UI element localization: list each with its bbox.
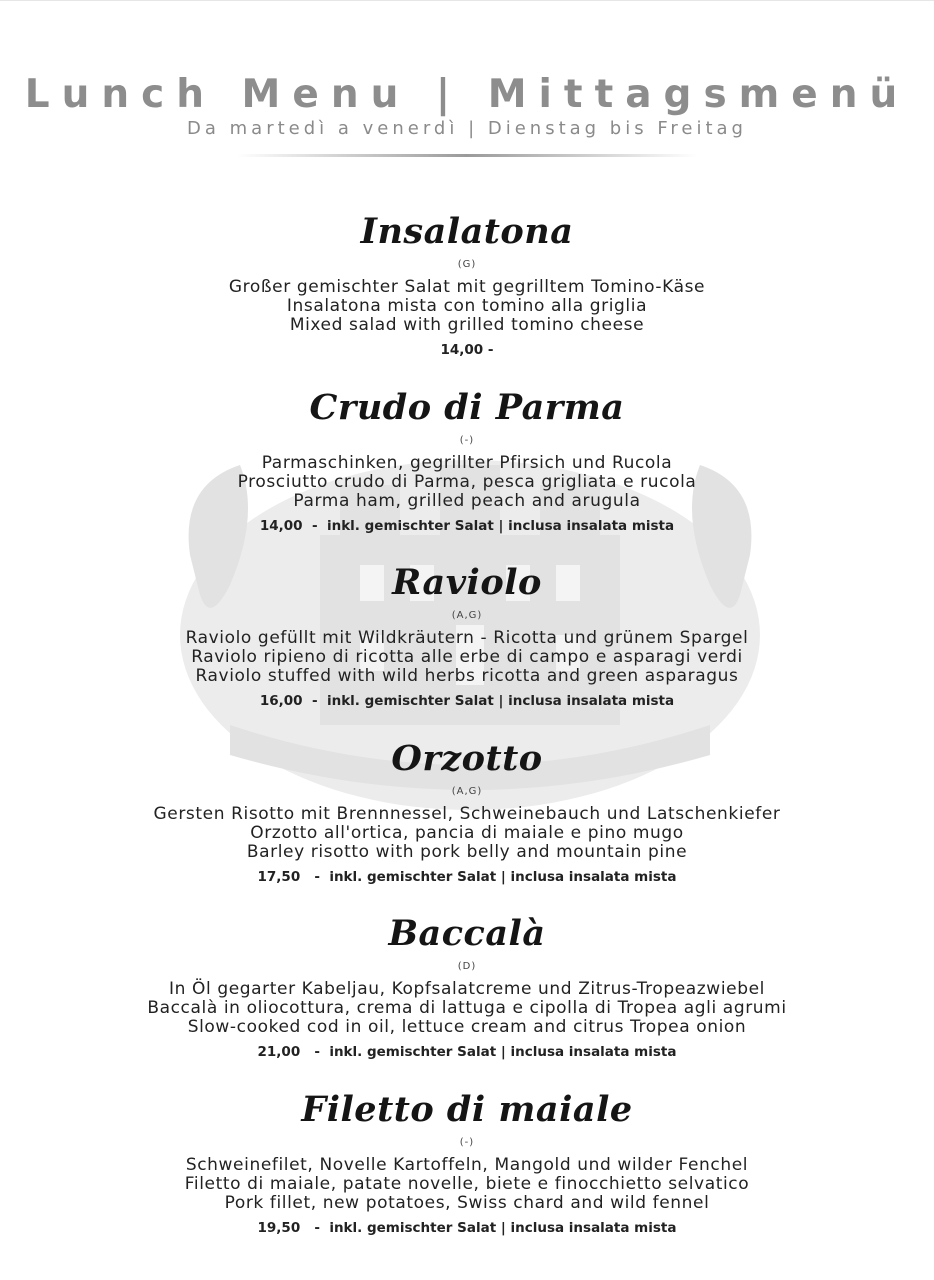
dish-allergens: (-) (459, 435, 475, 446)
dish-name: Filetto di maiale (301, 1089, 633, 1130)
dish-name: Raviolo (392, 562, 542, 603)
dish-allergens: (G) (457, 259, 477, 270)
menu-item-baccala (0, 914, 934, 1061)
dish-description-it: Raviolo ripieno di ricotta alle erbe di campo e asparagi verdi (191, 647, 743, 667)
menu-title: Lunch Menu | Mittagsmenü (24, 72, 910, 117)
dish-description-en: Pork fillet, new potatoes, Swiss chard and wild fennel (224, 1193, 710, 1213)
dish-allergens: (D) (457, 961, 477, 972)
dish-description-de: Parmaschinken, gegrillter Pfirsich und Rucola (261, 453, 673, 473)
dish-description-de: Gersten Risotto mit Brennnessel, Schweinebauch und Latschenkiefer (153, 804, 781, 824)
dish-description-en: Parma ham, grilled peach and arugula (293, 491, 641, 511)
menu-item-filetto-di-maiale (0, 1090, 934, 1237)
dish-allergens: (-) (459, 1137, 475, 1148)
dish-allergens: (A,G) (451, 786, 483, 797)
dish-description-en: Mixed salad with grilled tomino cheese (289, 315, 645, 335)
dish-name: Insalatona (360, 211, 574, 252)
dish-description-en: Raviolo stuffed with wild herbs ricotta and green asparagus (195, 666, 739, 686)
dish-price: 14,00 - inkl. gemischter Salat | inclusa insalata mista (259, 518, 675, 534)
dish-price: 21,00 - inkl. gemischter Salat | inclusa insalata mista (257, 1044, 677, 1060)
menu-item-orzotto (0, 739, 934, 886)
dish-description-de: Großer gemischter Salat mit gegrilltem Tomino-Käse (228, 277, 706, 297)
menu-item-crudo-di-parma (0, 388, 934, 535)
dish-description-de: In Öl gegarter Kabeljau, Kopfsalatcreme und Zitrus-Tropeazwiebel (169, 979, 765, 999)
dish-description-de: Raviolo gefüllt mit Wildkräutern - Ricotta und grünem Spargel (185, 628, 749, 648)
dish-price: 14,00 - (440, 342, 494, 358)
dish-description-it: Insalatona mista con tomino alla griglia (286, 296, 648, 316)
menu-header (0, 72, 934, 157)
dish-description-en: Barley risotto with pork belly and mountain pine (246, 842, 688, 862)
dish-description-it: Filetto di maiale, patate novelle, biete e finocchietto selvatico (184, 1174, 750, 1194)
dish-name: Crudo di Parma (309, 387, 625, 428)
dish-description-it: Prosciutto crudo di Parma, pesca grigliata e rucola (237, 472, 697, 492)
dish-name: Baccalà (388, 913, 546, 954)
dish-allergens: (A,G) (451, 610, 483, 621)
menu-item-insalatona (0, 212, 934, 359)
menu-item-raviolo (0, 563, 934, 710)
dish-price: 19,50 - inkl. gemischter Salat | inclusa insalata mista (257, 1220, 677, 1236)
top-border (0, 0, 934, 1)
menu-subtitle: Da martedì a venerdì | Dienstag bis Freitag (187, 118, 747, 139)
dish-description-it: Orzotto all'ortica, pancia di maiale e pino mugo (250, 823, 684, 843)
dish-price: 17,50 - inkl. gemischter Salat | inclusa insalata mista (257, 869, 677, 885)
dish-description-en: Slow-cooked cod in oil, lettuce cream and citrus Tropea onion (187, 1017, 747, 1037)
dish-price: 16,00 - inkl. gemischter Salat | inclusa insalata mista (259, 693, 675, 709)
dish-name: Orzotto (391, 738, 543, 779)
header-divider (237, 154, 697, 157)
dish-description-de: Schweinefilet, Novelle Kartoffeln, Mangold und wilder Fenchel (185, 1155, 749, 1175)
dish-description-it: Baccalà in oliocottura, crema di lattuga e cipolla di Tropea agli agrumi (147, 998, 787, 1018)
